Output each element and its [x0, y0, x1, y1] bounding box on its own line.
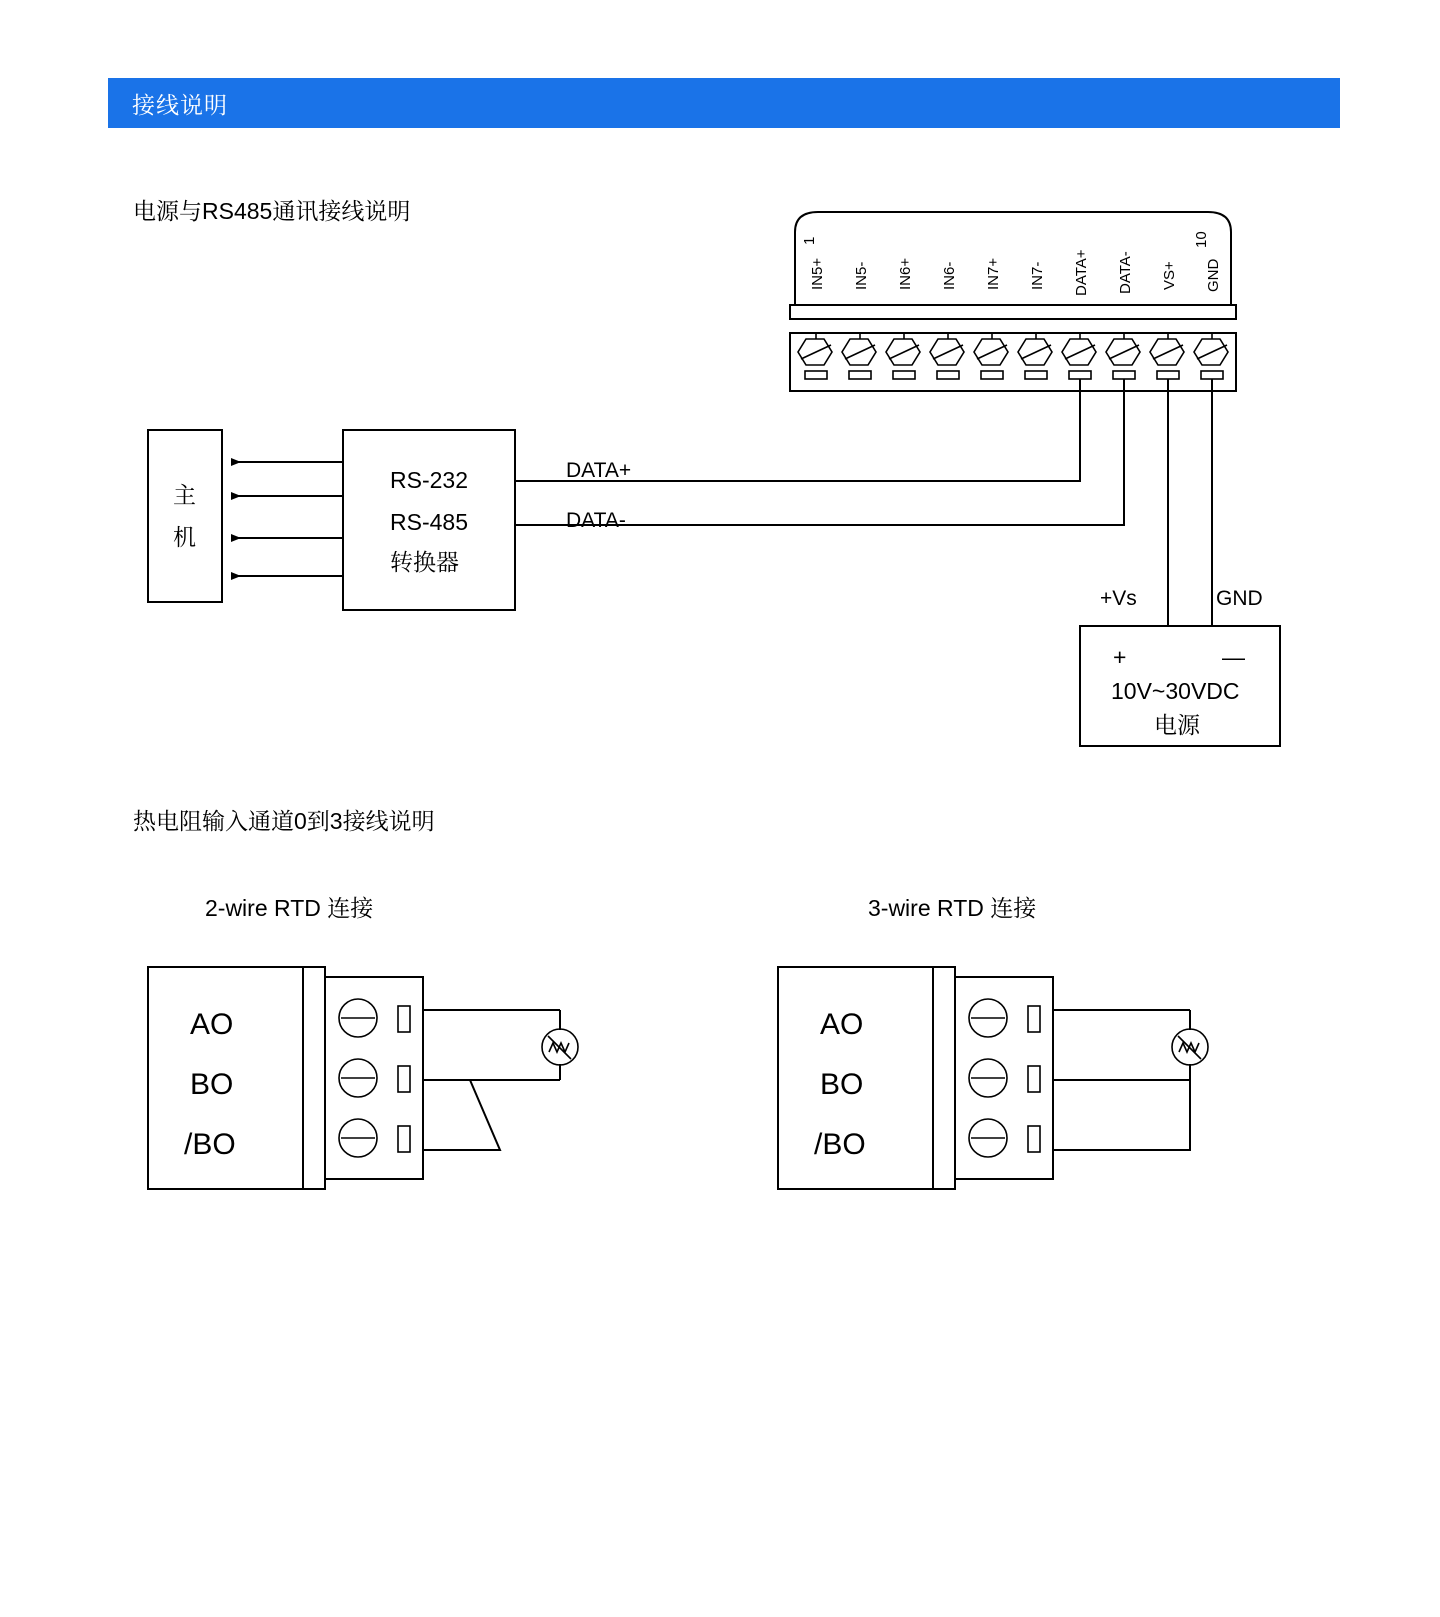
terminal-block-shell [795, 212, 1231, 305]
vs-label: +Vs [1100, 587, 1137, 610]
rtd2-terminal-label-0: AO [190, 1008, 234, 1041]
terminal-pin-labels [801, 231, 1222, 296]
screw-pad-8 [1113, 371, 1135, 379]
terminal-label-3: IN6- [941, 261, 958, 290]
terminal-label-1: IN5- [853, 261, 870, 290]
power-supply-minus: — [1222, 644, 1245, 670]
three-wire-rtd-diagram [778, 967, 1208, 1189]
rtd2-sensor-symbol [542, 1010, 578, 1080]
rtd2-terminal-label-2: /BO [184, 1128, 236, 1161]
screw-pad-2 [849, 371, 871, 379]
terminal-block-base [790, 333, 1236, 391]
host-box-line1: 主 [173, 482, 196, 508]
terminal-label-4: IN7+ [985, 257, 1002, 290]
screw-slot-8 [1109, 345, 1139, 359]
converter-line2: RS-485 [390, 509, 468, 535]
data-plus-label: DATA+ [566, 459, 632, 482]
page-title: 接线说明 [132, 91, 228, 118]
screw-slot-4 [933, 345, 963, 359]
gnd-label: GND [1216, 587, 1263, 610]
screw-slot-9 [1153, 345, 1183, 359]
data-wires [515, 379, 1124, 532]
host-box [148, 430, 222, 602]
power-supply-box [1080, 626, 1280, 746]
power-supply-range: 10V~30VDC [1111, 678, 1240, 704]
rtd2-screws [339, 999, 410, 1157]
converter-line1: RS-232 [390, 467, 468, 493]
rtd3-screws [969, 999, 1040, 1157]
rtd3-connector-edge [933, 967, 955, 1189]
rtd3-pad-3 [1028, 1126, 1040, 1152]
rtd2-wire-bottom-join [423, 1080, 500, 1150]
rtd2-terminal-label-1: BO [190, 1068, 234, 1101]
rtd-section-caption: 热电阻输入通道0到3接线说明 [133, 808, 435, 834]
two-wire-rtd-title: 2-wire RTD 连接 [205, 895, 374, 921]
power-supply-plus: + [1113, 644, 1127, 670]
terminal-label-8: VS+ [1161, 261, 1178, 290]
terminal-pin-last: 10 [1193, 231, 1210, 248]
rtd2-pad-1 [398, 1006, 410, 1032]
terminal-pin-first: 1 [801, 236, 818, 245]
rtd2-connector-edge [303, 967, 325, 1189]
screw-slot-6 [1021, 345, 1051, 359]
converter-line3: 转换器 [390, 549, 459, 575]
screw-pad-10 [1201, 371, 1223, 379]
screw-slot-5 [977, 345, 1007, 359]
screw-pad-9 [1157, 371, 1179, 379]
screw-pad-6 [1025, 371, 1047, 379]
terminal-screws [798, 333, 1228, 379]
three-wire-rtd-title: 3-wire RTD 连接 [868, 895, 1037, 921]
power-section-caption: 电源与RS485通讯接线说明 [133, 198, 411, 224]
screw-slot-10 [1197, 345, 1227, 359]
rtd3-wire-bottom [1053, 1080, 1190, 1150]
screw-pad-1 [805, 371, 827, 379]
host-converter-links [232, 462, 343, 576]
screw-pad-3 [893, 371, 915, 379]
screw-pad-7 [1069, 371, 1091, 379]
rtd3-terminal-label-0: AO [820, 1008, 864, 1041]
screw-slot-2 [845, 345, 875, 359]
converter-box [343, 430, 515, 610]
screw-pad-5 [981, 371, 1003, 379]
terminal-label-5: IN7- [1029, 261, 1046, 290]
terminal-label-9: GND [1205, 258, 1222, 292]
terminal-label-7: DATA- [1117, 251, 1134, 294]
rtd3-pad-1 [1028, 1006, 1040, 1032]
terminal-label-0: IN5+ [809, 257, 826, 290]
terminal-block [790, 212, 1236, 391]
host-box-line2: 机 [173, 524, 196, 550]
rtd2-pad-3 [398, 1126, 410, 1152]
screw-slot-3 [889, 345, 919, 359]
screw-slot-1 [801, 345, 831, 359]
data-minus-label: DATA- [566, 509, 626, 532]
screw-slot-7 [1065, 345, 1095, 359]
terminal-label-2: IN6+ [897, 257, 914, 290]
power-supply-name: 电源 [1154, 712, 1200, 738]
rtd3-terminal-label-2: /BO [814, 1128, 866, 1161]
rtd2-pad-2 [398, 1066, 410, 1092]
screw-pad-4 [937, 371, 959, 379]
rtd3-pad-2 [1028, 1066, 1040, 1092]
data-minus-wire [515, 379, 1124, 525]
host-box-rect [148, 430, 222, 602]
rtd3-sensor-symbol [1172, 1010, 1208, 1080]
two-wire-rtd-diagram [148, 967, 578, 1189]
terminal-block-lip [790, 305, 1236, 319]
terminal-label-6: DATA+ [1073, 249, 1090, 296]
rtd3-terminal-label-1: BO [820, 1068, 864, 1101]
